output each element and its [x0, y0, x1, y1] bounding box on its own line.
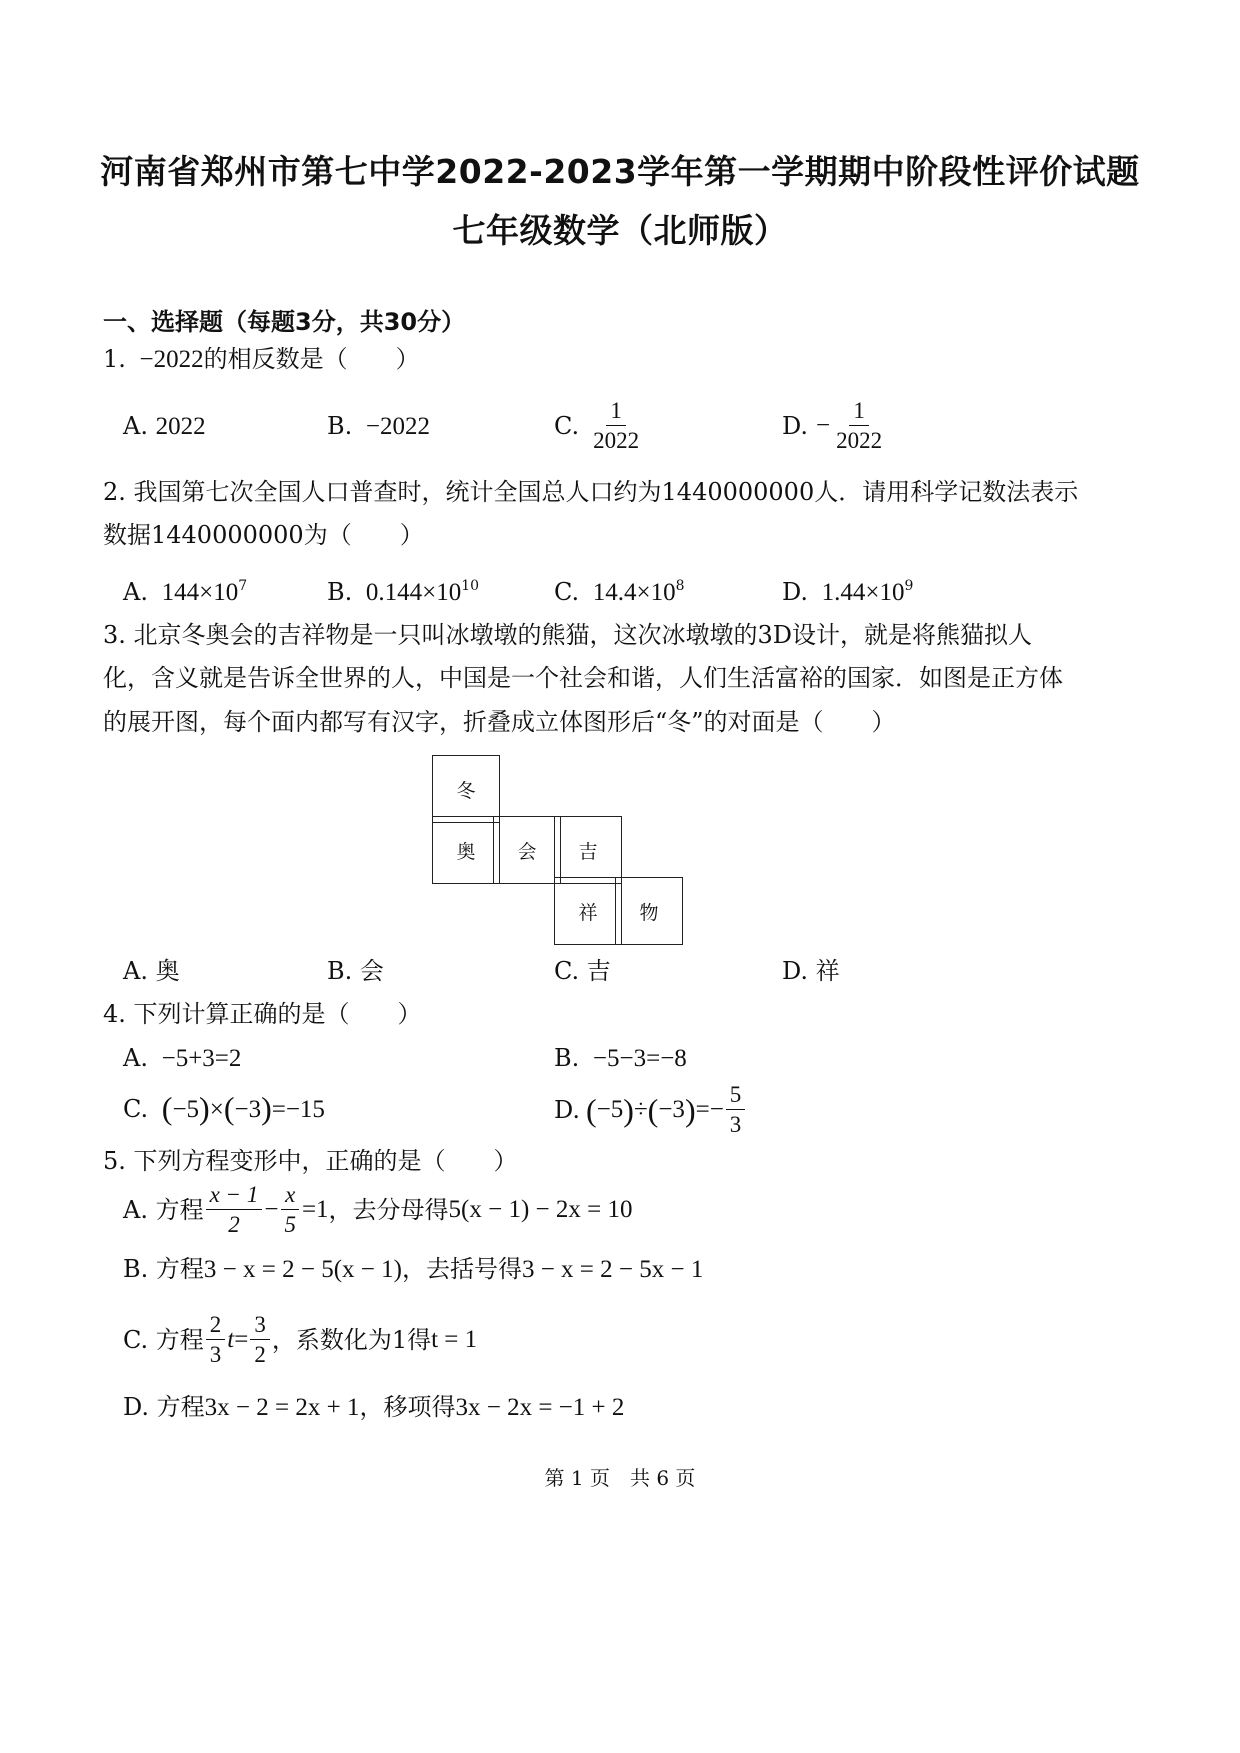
fraction: $\frac{x}{5}$ — [280, 1182, 300, 1238]
net-face-xiang: 祥 — [554, 877, 622, 945]
option-value: 1.44×10 — [821, 579, 905, 606]
fraction: $\frac{x - 1}{2}$ — [206, 1182, 263, 1238]
question-2-line-2: 数据1440000000为（ ） — [103, 521, 424, 549]
net-face-ao: 奥 — [432, 816, 500, 884]
option-label: C. 方程 — [123, 1325, 204, 1354]
q4-option-d[interactable] — [554, 1082, 747, 1138]
option-label: A. 方程 — [123, 1195, 204, 1224]
section-heading-choice: 一、选择题（每题3分，共30分） — [103, 308, 466, 336]
step-text: ，移项得 — [359, 1393, 456, 1421]
math-expr: =− — [695, 1095, 724, 1123]
math-expr: =1 — [301, 1195, 329, 1223]
q4-option-c[interactable] — [123, 1092, 325, 1126]
fraction: $\frac{2}{3}$ — [206, 1312, 226, 1368]
option-label: A. — [123, 578, 148, 606]
operator: − — [264, 1195, 279, 1223]
math-expr: t = 1 — [431, 1325, 478, 1353]
math-expr: 3 − x = 2 − 5x − 1 — [521, 1256, 704, 1283]
option-label: A. — [123, 1044, 148, 1072]
operator: ÷ — [633, 1095, 648, 1123]
option-value: 14.4×10 — [592, 579, 676, 606]
fraction: $\frac{5}{3}$ — [726, 1082, 746, 1138]
math-expr: −5 — [172, 1096, 200, 1123]
math-expr: −5+3=2 — [161, 1045, 242, 1072]
net-face-ji: 吉 — [554, 816, 622, 884]
question-3-line-2: 化，含义就是告诉全世界的人，中国是一个社会和谐，人们生活富裕的国家．如图是正方体 — [103, 664, 1063, 692]
math-variable: t — [227, 1325, 235, 1353]
net-face-dong: 冬 — [432, 755, 500, 823]
minus-sign: − — [816, 411, 831, 439]
page-footer: 第 1 页 共 6 页 — [544, 1466, 696, 1490]
question-3-line-1: 3. 北京冬奥会的吉祥物是一只叫冰墩墩的熊猫，这次冰墩墩的3D设计，就是将熊猫拟人 — [103, 621, 1033, 649]
q1-option-a[interactable] — [123, 410, 206, 443]
operator: = — [234, 1325, 249, 1353]
right-paren: ) — [261, 1090, 272, 1126]
math-expr: −2022 — [139, 346, 204, 373]
document-title: 河南省郑州市第七中学2022-2023学年第一学期期中阶段性评价试题 — [100, 152, 1140, 191]
q5-option-c[interactable] — [123, 1312, 477, 1368]
q2-option-b[interactable] — [327, 570, 479, 609]
math-expr: 3x − 2x = −1 + 2 — [455, 1394, 625, 1421]
question-1-stem — [103, 343, 420, 376]
question-5-stem: 5. 下列方程变形中，正确的是（ ） — [103, 1147, 518, 1175]
q5-option-a[interactable] — [123, 1182, 633, 1238]
option-value: −2022 — [365, 413, 431, 440]
step-text: ，去括号得 — [401, 1255, 522, 1283]
fraction: $\frac{1}{2022}$ — [593, 398, 640, 454]
step-text: ，去分母得 — [328, 1195, 449, 1224]
option-label: B. — [327, 578, 353, 606]
q2-option-a[interactable] — [123, 570, 247, 609]
right-paren: ) — [199, 1090, 210, 1126]
left-paren: ( — [586, 1091, 597, 1128]
math-expr: =−15 — [271, 1096, 325, 1123]
q3-option-d[interactable]: D. 祥 — [782, 957, 840, 985]
option-label: B. — [554, 1044, 580, 1072]
option-label: A. — [123, 412, 148, 440]
operator: × — [209, 1096, 224, 1123]
left-paren: ( — [647, 1091, 659, 1128]
q3-option-b[interactable]: B. 会 — [327, 957, 384, 985]
math-expr: 3 − x = 2 − 5(x − 1) — [203, 1256, 402, 1283]
option-label: D. — [782, 411, 809, 440]
step-text: ，系数化为1得 — [271, 1325, 432, 1354]
option-value: 144×10 — [161, 579, 239, 606]
question-4-stem: 4. 下列计算正确的是（ ） — [103, 1000, 422, 1028]
net-face-wu: 物 — [615, 877, 683, 945]
fraction: $\frac{1}{2022}$ — [836, 398, 883, 454]
question-text: 的相反数是（ ） — [203, 345, 420, 373]
exponent: 9 — [904, 578, 914, 594]
option-value: 0.144×10 — [365, 579, 462, 606]
math-expr: 3x − 2 = 2x + 1 — [204, 1394, 360, 1421]
option-label: D. — [782, 578, 809, 606]
math-expr: −3 — [658, 1095, 685, 1123]
option-label: B. 方程 — [123, 1255, 204, 1283]
option-label: C. — [554, 411, 580, 440]
q2-option-c[interactable] — [554, 570, 685, 609]
q5-option-b[interactable] — [123, 1253, 703, 1286]
option-label: D. — [554, 1095, 581, 1124]
option-label: D. 方程 — [123, 1393, 205, 1421]
math-expr: −5−3=−8 — [592, 1045, 687, 1072]
math-expr: −3 — [234, 1096, 262, 1123]
q1-option-b[interactable] — [327, 410, 430, 443]
left-paren: ( — [223, 1090, 235, 1126]
option-value: 2022 — [155, 413, 206, 440]
exponent: 8 — [675, 578, 685, 594]
document-subtitle: 七年级数学（北师版） — [452, 211, 788, 250]
q4-option-a[interactable] — [123, 1042, 241, 1075]
exponent: 7 — [238, 578, 248, 594]
math-expr: 5(x − 1) − 2x = 10 — [448, 1195, 633, 1223]
fraction: $\frac{3}{2}$ — [250, 1312, 270, 1368]
question-2-line-1: 2. 我国第七次全国人口普查时，统计全国总人口约为1440000000人．请用科学记数法表示 — [103, 478, 1079, 506]
q5-option-d[interactable] — [123, 1391, 624, 1424]
exponent: 10 — [461, 578, 480, 594]
q3-option-a[interactable]: A. 奥 — [123, 957, 180, 985]
question-number: 1. — [103, 345, 126, 373]
right-paren: ) — [623, 1091, 634, 1128]
option-label: B. — [327, 412, 353, 440]
net-face-hui: 会 — [493, 816, 561, 884]
question-3-line-3: 的展开图，每个面内都写有汉字，折叠成立体图形后“冬”的对面是（ ） — [103, 708, 896, 736]
q3-option-c[interactable]: C. 吉 — [554, 957, 611, 985]
option-label: C. — [554, 578, 580, 606]
left-paren: ( — [161, 1090, 173, 1126]
q2-option-d[interactable] — [782, 570, 913, 609]
q4-option-b[interactable] — [554, 1042, 687, 1075]
option-label: C. — [123, 1095, 149, 1123]
q1-option-d[interactable] — [782, 398, 888, 454]
math-expr: −5 — [596, 1095, 624, 1123]
q1-option-c[interactable] — [554, 398, 645, 454]
right-paren: ) — [684, 1091, 696, 1128]
